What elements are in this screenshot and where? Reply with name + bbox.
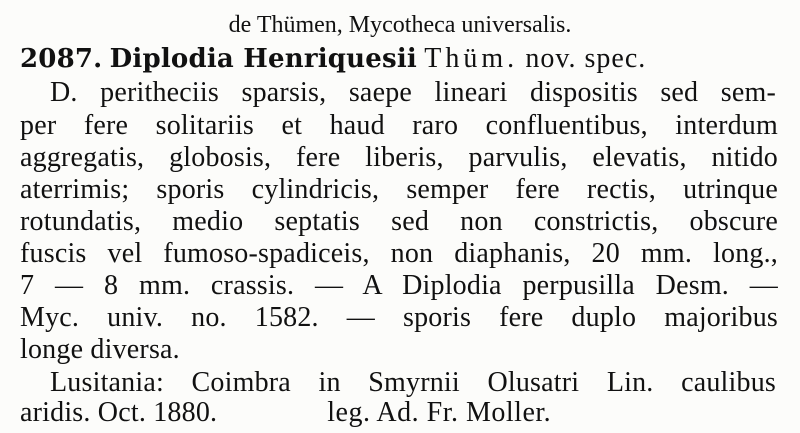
collector-name: leg. Ad. Fr. Moller. (327, 397, 552, 428)
entry-number: 2087. (20, 44, 103, 74)
description-line: per fere solitariis et haud raro confluentibus, interdum (20, 110, 778, 141)
description-line: aggregatis, globosis, fere liberis, parvulis, elevatis, nitido (20, 142, 778, 173)
date-collector-line (20, 396, 760, 429)
species-title-line (20, 42, 646, 76)
description-line: aterrimis; sporis cylindricis, semper fere rectis, utrinque (20, 174, 778, 205)
description-line: 7 — 8 mm. crassis. — A Diplodia perpusilla Desm. — (20, 270, 778, 301)
description-line: D. peritheciis sparsis, saepe lineari dispositis sed sem- (50, 77, 776, 108)
collection-date: aridis. Oct. 1880. (20, 397, 218, 428)
species-name: Diplodia Henriquesii (109, 44, 418, 74)
description-line: longe diversa. (20, 334, 180, 365)
species-authority: Thüm. (424, 43, 519, 74)
description-line: Myc. univ. no. 1582. — sporis fere duplo majoribus (20, 302, 778, 333)
species-status: nov. spec. (525, 43, 647, 74)
description-line: fuscis vel fumoso-spadiceis, non diaphanis, 20 mm. long., (20, 238, 778, 269)
locality-line: Lusitania: Coimbra in Smyrnii Olusatri Lin. caulibus (50, 367, 776, 398)
series-header: de Thümen, Mycotheca universalis. (228, 12, 572, 38)
description-line: rotundatis, medio septatis sed non constrictis, obscure (20, 206, 778, 237)
